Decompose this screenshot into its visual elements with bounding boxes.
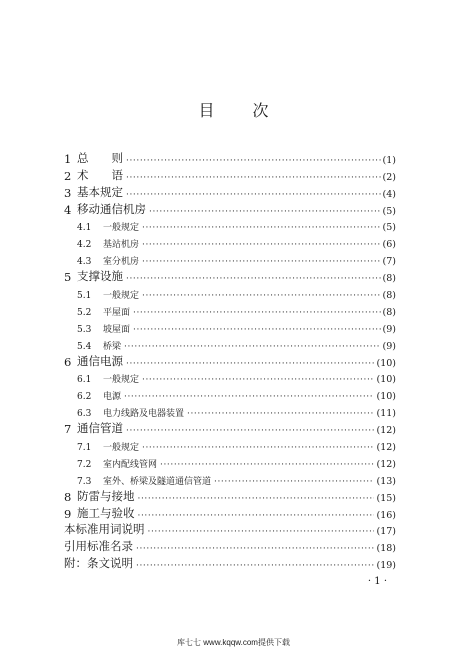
toc-entry-label: 一般规定	[103, 443, 140, 454]
toc-leader-dots	[142, 292, 381, 301]
toc-entry-page: (12)	[376, 442, 396, 454]
toc-entry-page: (10)	[376, 374, 396, 386]
toc-chapter-entry[interactable]	[64, 183, 396, 200]
toc-entry-page: (19)	[376, 560, 396, 572]
toc-entry-number: 4.3	[77, 257, 92, 268]
toc-entry-label: 基本规定	[77, 184, 123, 199]
toc-entry-page: (13)	[376, 475, 396, 487]
toc-chapter-entry[interactable]	[64, 267, 396, 284]
toc-leader-dots	[136, 562, 374, 571]
toc-entry-number: 4	[64, 202, 72, 217]
toc-entry-label: 通信管道	[77, 421, 123, 436]
page-number: · 1 ·	[367, 576, 387, 587]
toc-entry-label: 坡屋面	[103, 324, 131, 335]
toc-entry-page: (17)	[376, 526, 396, 538]
toc-leader-dots	[126, 427, 374, 436]
toc-entry-label: 电源	[103, 392, 122, 403]
toc-entry-number: 5.1	[77, 291, 92, 302]
watermark-text: 库七七 www.kqqw.com提供下载	[177, 638, 290, 647]
toc-entry-label: 室外、桥梁及隧道通信管道	[103, 476, 212, 487]
toc-leader-dots	[160, 461, 374, 470]
toc-entry-number: 5.2	[77, 307, 92, 318]
toc-leader-dots	[142, 241, 381, 250]
toc-entry-number: 6.3	[77, 409, 92, 420]
toc-leader-dots	[133, 326, 381, 335]
toc-entry-number: 9	[64, 506, 72, 521]
toc-section-entry[interactable]	[64, 436, 396, 453]
toc-entry-page: (4)	[382, 188, 396, 200]
toc-entry-number: 7.2	[77, 459, 92, 470]
toc-leader-dots	[187, 410, 374, 419]
toc-entry-label: 移动通信机房	[77, 201, 146, 216]
toc-entry-page: (12)	[376, 458, 396, 470]
toc-entry-label: 电力线路及电器装置	[103, 409, 185, 420]
toc-entry-label: 通信电源	[77, 353, 123, 368]
toc-chapter-entry[interactable]	[64, 200, 396, 217]
toc-entry-label: 总 则	[77, 150, 123, 165]
toc-entry-label: 平屋面	[103, 307, 131, 318]
toc-section-entry[interactable]	[64, 385, 396, 402]
toc-entry-page: (10)	[376, 391, 396, 403]
toc-entry-page: (1)	[382, 154, 396, 166]
toc-entry-number: 7	[64, 422, 72, 437]
toc-entry-number: 5.4	[77, 341, 92, 352]
toc-entry-label: 一般规定	[103, 223, 140, 234]
toc-leader-dots	[138, 495, 375, 504]
toc-entry-number: 7.3	[77, 476, 92, 487]
toc-entry-label: 施工与验收	[77, 505, 135, 520]
toc-entry-page: (2)	[382, 171, 396, 183]
toc-section-entry[interactable]	[64, 217, 396, 234]
toc-entry-page: (12)	[376, 425, 396, 437]
toc-entry-page: (9)	[382, 323, 396, 335]
toc-leader-dots	[126, 157, 381, 166]
toc-entry-number: 5	[64, 270, 72, 285]
toc-entry-page: (6)	[382, 239, 396, 251]
toc-entry-label: 桥梁	[103, 341, 122, 352]
toc-entry-label: 防雷与接地	[77, 488, 135, 503]
page-title	[0, 98, 467, 121]
toc-entry-page: (16)	[376, 509, 396, 521]
toc-entry-label: 支撑设施	[77, 269, 123, 284]
toc-chapter-entry[interactable]	[64, 554, 396, 571]
toc-chapter-entry[interactable]	[64, 419, 396, 436]
toc-section-entry[interactable]	[64, 453, 396, 470]
toc-entry-page: (11)	[376, 408, 396, 420]
toc-entry-page: (9)	[382, 340, 396, 352]
toc-entry-page: (5)	[382, 222, 396, 234]
title-char-left: 目	[198, 101, 215, 120]
toc-leader-dots	[126, 191, 381, 200]
toc-leader-dots	[124, 393, 374, 402]
toc-entry-label: 一般规定	[103, 291, 140, 302]
toc-entry-number: 7.1	[77, 443, 92, 454]
toc-section-entry[interactable]	[64, 233, 396, 250]
toc-section-entry[interactable]	[64, 250, 396, 267]
toc-section-entry[interactable]	[64, 335, 396, 352]
toc-entry-number: 5.3	[77, 324, 92, 335]
toc-entry-number: 6.1	[77, 375, 92, 386]
toc-entry-label: 附：条文说明	[64, 556, 133, 571]
toc-section-entry[interactable]	[64, 402, 396, 419]
toc-section-entry[interactable]	[64, 284, 396, 301]
toc-entry-label: 本标准用词说明	[64, 522, 145, 537]
toc-entry-label: 室分机房	[103, 257, 140, 268]
table-of-contents	[64, 149, 396, 571]
title-char-right: 次	[252, 101, 269, 120]
toc-leader-dots	[136, 545, 374, 554]
toc-chapter-entry[interactable]	[64, 487, 396, 504]
toc-entry-number: 3	[64, 185, 72, 200]
toc-entry-number: 1	[64, 151, 72, 166]
toc-chapter-entry[interactable]	[64, 504, 396, 521]
toc-leader-dots	[126, 360, 374, 369]
toc-entry-number: 4.1	[77, 223, 92, 234]
toc-leader-dots	[133, 309, 381, 318]
toc-chapter-entry[interactable]	[64, 166, 396, 183]
toc-leader-dots	[138, 512, 375, 521]
toc-section-entry[interactable]	[64, 301, 396, 318]
toc-section-entry[interactable]	[64, 470, 396, 487]
toc-entry-label: 基站机房	[103, 240, 140, 251]
toc-entry-page: (15)	[376, 492, 396, 504]
toc-entry-page: (8)	[382, 306, 396, 318]
toc-chapter-entry[interactable]	[64, 352, 396, 369]
toc-entry-number: 8	[64, 489, 72, 504]
toc-entry-label: 术 语	[77, 167, 123, 182]
toc-leader-dots	[142, 376, 374, 385]
toc-entry-number: 6.2	[77, 392, 92, 403]
toc-leader-dots	[142, 444, 374, 453]
toc-chapter-entry[interactable]	[64, 149, 396, 166]
toc-leader-dots	[142, 224, 381, 233]
toc-entry-number: 6	[64, 354, 72, 369]
toc-section-entry[interactable]	[64, 369, 396, 386]
toc-entry-page: (7)	[382, 256, 396, 268]
toc-leader-dots	[126, 275, 381, 284]
toc-entry-label: 引用标准名录	[64, 539, 133, 554]
toc-entry-label: 室内配线管网	[103, 459, 158, 470]
toc-entry-label: 一般规定	[103, 375, 140, 386]
toc-entry-page: (8)	[382, 290, 396, 302]
toc-leader-dots	[149, 208, 381, 217]
toc-entry-page: (18)	[376, 543, 396, 555]
toc-entry-number: 4.2	[77, 240, 92, 251]
toc-entry-number: 2	[64, 168, 72, 183]
toc-entry-page: (8)	[382, 273, 396, 285]
toc-leader-dots	[124, 343, 381, 352]
toc-leader-dots	[142, 258, 381, 267]
toc-entry-page: (10)	[376, 357, 396, 369]
toc-entry-page: (5)	[382, 205, 396, 217]
toc-section-entry[interactable]	[64, 318, 396, 335]
toc-leader-dots	[126, 174, 381, 183]
toc-chapter-entry[interactable]	[64, 521, 396, 538]
toc-leader-dots	[148, 528, 375, 537]
toc-chapter-entry[interactable]	[64, 537, 396, 554]
toc-leader-dots	[214, 478, 374, 487]
